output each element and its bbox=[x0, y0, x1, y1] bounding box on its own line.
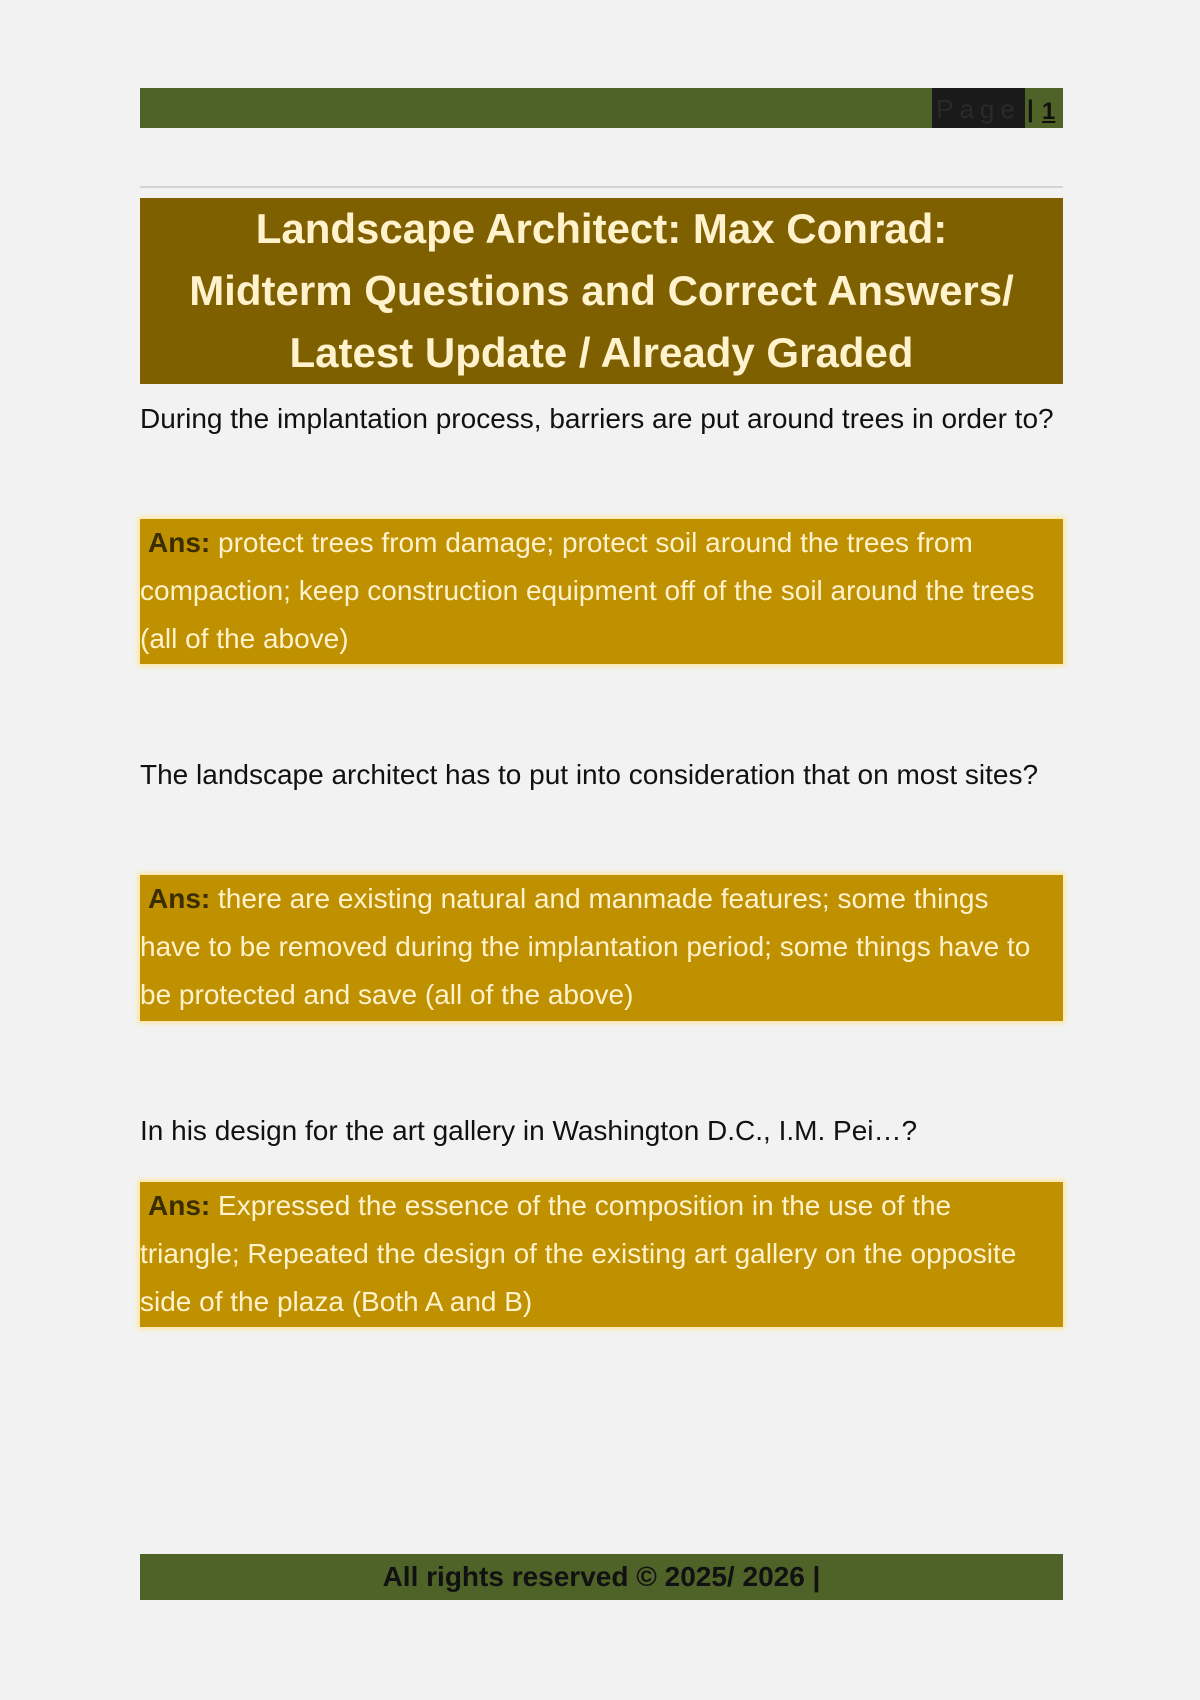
answer-1 bbox=[140, 519, 1063, 664]
document-title bbox=[140, 198, 1063, 384]
footer-bar bbox=[140, 1554, 1063, 1600]
answer-3 bbox=[140, 1182, 1063, 1327]
answer-label: Ans: bbox=[148, 883, 211, 914]
answer-2 bbox=[140, 875, 1063, 1021]
page-label: Page bbox=[932, 88, 1025, 128]
page-number: 1 bbox=[1042, 98, 1056, 125]
question-1: During the implantation process, barriers are put around trees in order to? bbox=[140, 403, 1054, 434]
answer-text: there are existing natural and manmade features; some things have to be removed during the implantation period; some things have to be protected and save (all of the above) bbox=[140, 883, 1031, 1010]
answer-label: Ans: bbox=[148, 1190, 211, 1221]
divider bbox=[140, 186, 1063, 188]
title-line-3: Latest Update / Already Graded bbox=[289, 329, 914, 376]
question-3: In his design for the art gallery in Washington D.C., I.M. Pei…? bbox=[140, 1115, 918, 1146]
header-bar bbox=[140, 88, 1063, 128]
answer-text: Expressed the essence of the composition in the use of the triangle; Repeated the design of the existing art gallery on the opposite side of the plaza (Both A and B) bbox=[140, 1190, 1017, 1317]
answer-text: protect trees from damage; protect soil around the trees from compaction; keep construction equipment off of the soil around the trees (all of the above) bbox=[140, 527, 1035, 654]
title-line-2: Midterm Questions and Correct Answers/ bbox=[189, 267, 1014, 314]
copyright-text: All rights reserved © 2025/ 2026 | bbox=[382, 1561, 821, 1592]
question-2: The landscape architect has to put into consideration that on most sites? bbox=[140, 759, 1039, 790]
title-line-1: Landscape Architect: Max Conrad: bbox=[255, 205, 948, 252]
answer-label: Ans: bbox=[148, 527, 211, 558]
page-separator: | bbox=[1027, 96, 1034, 123]
